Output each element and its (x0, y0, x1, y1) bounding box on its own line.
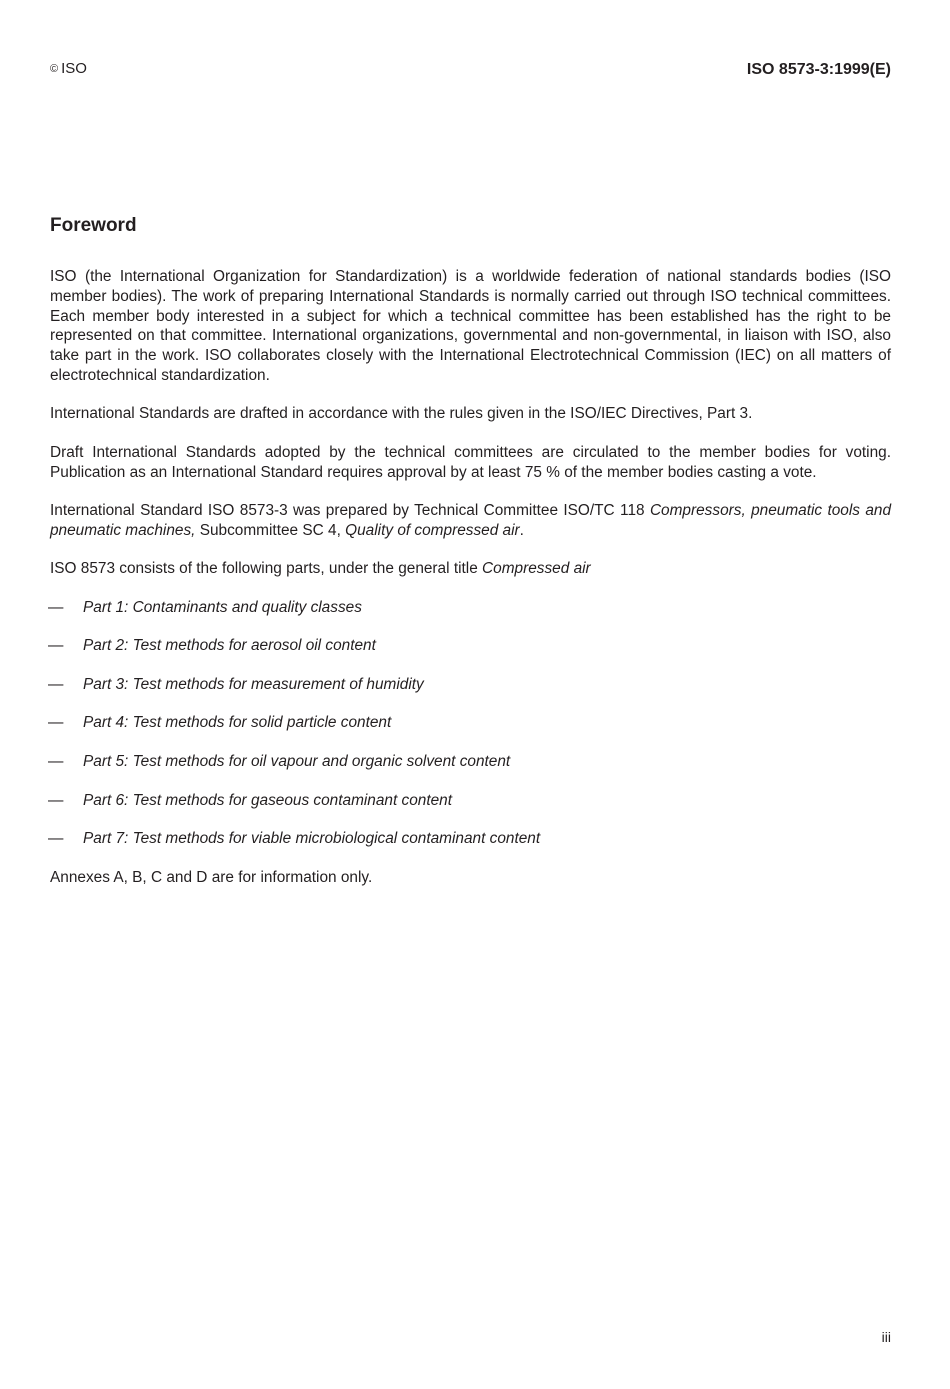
page-number: iii (881, 1329, 891, 1345)
part-title: Part 6: Test methods for gaseous contaminant content (83, 791, 453, 809)
copyright-symbol: © (50, 63, 59, 75)
paragraph-annex-note: Annexes A, B, C and D are for information only. (50, 868, 373, 886)
foreword-heading: Foreword (50, 215, 137, 236)
list-item (50, 675, 891, 695)
list-item (50, 598, 891, 618)
dash-bullet: — (48, 752, 64, 770)
paragraph-parts-intro (50, 559, 891, 579)
subcommittee-title: Quality of compressed air (345, 521, 520, 539)
general-title: Compressed air (482, 560, 591, 578)
dash-bullet: — (48, 791, 64, 809)
prepared-by-middle: Subcommittee SC 4, (195, 521, 346, 539)
dash-bullet: — (48, 598, 64, 616)
list-item (50, 791, 891, 811)
part-title: Part 4: Test methods for solid particle content (83, 714, 392, 732)
paragraph-prepared-by (50, 501, 891, 541)
part-title: Part 7: Test methods for viable microbiological contaminant content (83, 830, 541, 848)
foreword-section (50, 214, 891, 906)
committee-title: Compressors, pneumatic tools and pneumatic machines, (50, 501, 891, 539)
document-id: ISO 8573-3:1999(E) (746, 61, 891, 78)
dash-bullet: — (48, 830, 64, 848)
part-title: Part 1: Contaminants and quality classes (83, 598, 362, 616)
copyright-notice (50, 60, 87, 78)
dash-bullet: — (48, 675, 64, 693)
copyright-org: ISO (61, 60, 87, 77)
dash-bullet: — (48, 714, 64, 732)
dash-bullet: — (48, 637, 64, 655)
paragraph-draft-standards: Draft International Standards adopted by the technical committees are circulated to the member bodies for voting. Publication as an International Standard requires approval by at least 75 % of the member bodies casting a vote. (50, 443, 891, 481)
parts-intro-lead: ISO 8573 consists of the following parts, under the general title (50, 560, 483, 578)
part-title: Part 5: Test methods for oil vapour and organic solvent content (83, 752, 511, 770)
part-title: Part 3: Test methods for measurement of humidity (83, 675, 424, 693)
list-item (50, 752, 891, 772)
paragraph-iso-intro: ISO (the International Organization for Standardization) is a worldwide federation of national standards bodies (ISO member bodies). The work of preparing International Standards is normally carried out through ISO technical committees. Each member body interested in a subject for which a technical committee has been established has the right to be represented on that committee. International organizations, governmental and non-governmental, in liaison with ISO, also take part in the work. ISO collaborates closely with the International Electrotechnical Commission (IEC) on all matters of electrotechnical standardization. (50, 268, 891, 384)
list-item (50, 713, 891, 733)
paragraph-directives: International Standards are drafted in accordance with the rules given in the ISO/IEC Directives, Part 3. (50, 405, 753, 423)
prepared-by-lead: International Standard ISO 8573-3 was prepared by Technical Committee ISO/TC 118 (50, 501, 650, 519)
list-item (50, 829, 891, 849)
parts-list (50, 598, 891, 849)
prepared-by-end: . (519, 521, 524, 539)
part-title: Part 2: Test methods for aerosol oil content (83, 637, 376, 655)
list-item (50, 636, 891, 656)
